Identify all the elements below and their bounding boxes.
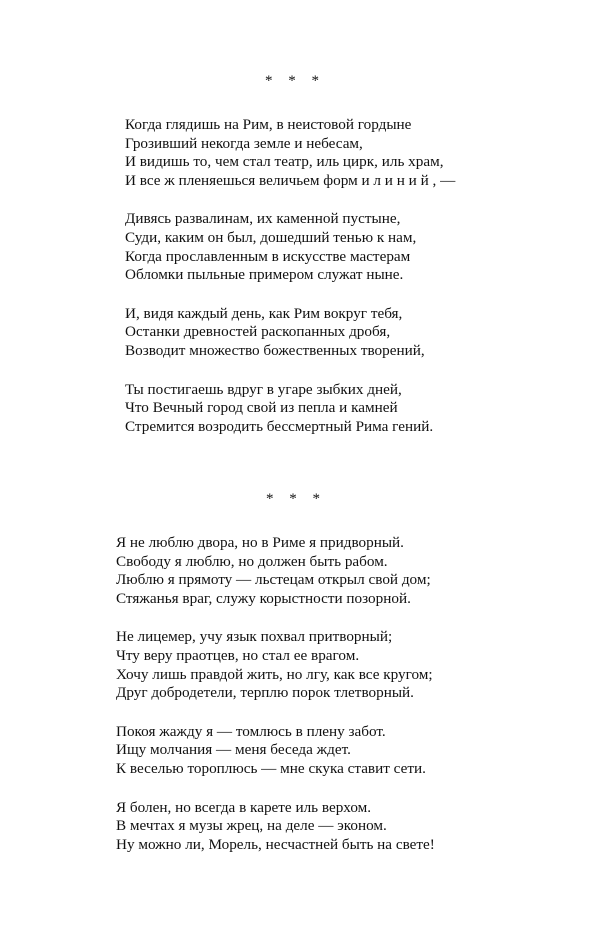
stanza bbox=[116, 628, 516, 702]
verse-line: Ищу молчания — меня беседа ждет. bbox=[116, 741, 351, 759]
stanza bbox=[125, 210, 525, 284]
verse-line: Я не люблю двора, но в Риме я придворный. bbox=[116, 534, 404, 551]
verse-line: И, видя каждый день, как Рим вокруг тебя, bbox=[125, 304, 403, 322]
verse-line: Хочу лишь правдой жить, но лгу, как все кругом; bbox=[116, 665, 433, 683]
verse-line: Чту веру праотцев, но стал ее врагом. bbox=[116, 646, 360, 664]
verse-line: К веселью тороплюсь — мне скука ставит сети. bbox=[116, 759, 426, 777]
verse-line: В мечтах я музы жрец, на деле — эконом. bbox=[116, 817, 387, 835]
stanza bbox=[116, 799, 516, 855]
verse-line: Ну можно ли, Морель, несчастней быть на свете! bbox=[116, 835, 435, 853]
verse-line: Суди, каким он был, дошедший тенью к нам, bbox=[125, 228, 417, 246]
verse-line: Дивясь развалинам, их каменной пустыне, bbox=[125, 210, 401, 228]
verse-line: Обломки пыльные примером служат ныне. bbox=[125, 266, 404, 284]
stanza bbox=[125, 381, 525, 437]
verse-line: Останки древностей раскопанных дробя, bbox=[125, 323, 391, 341]
verse-line: Ты постигаешь вдруг в угаре зыбких дней, bbox=[125, 380, 402, 398]
verse-line: И видишь то, чем стал театр, иль цирк, иль храм, bbox=[125, 153, 444, 171]
stanza bbox=[125, 116, 525, 190]
verse-line: Стяжанья враг, служу корыстности позорной. bbox=[116, 589, 411, 607]
section-separator: * * * bbox=[266, 491, 326, 507]
verse-line: Не лицемер, учу язык похвал притворный; bbox=[116, 628, 393, 646]
poem-rome bbox=[125, 70, 525, 456]
poem-court bbox=[116, 488, 516, 874]
stanza bbox=[116, 534, 516, 608]
verse-line: Друг добродетели, терплю порок тлетворный. bbox=[116, 684, 414, 702]
verse-line: Когда глядишь на Рим, в неистовой гордыне bbox=[125, 116, 412, 133]
section-separator: * * * bbox=[265, 73, 325, 89]
stanza bbox=[116, 723, 516, 779]
verse-line: Когда прославленным в искусстве мастерам bbox=[125, 247, 411, 265]
verse-line: Покоя жажду я — томлюсь в плену забот. bbox=[116, 722, 386, 740]
verse-line: Грозивший некогда земле и небесам, bbox=[125, 134, 363, 152]
verse-line: Что Вечный город свой из пепла и камней bbox=[125, 399, 398, 417]
verse-line: И все ж пленяешься величьем форм и л и н и й , — bbox=[125, 171, 456, 189]
verse-line: Возводит множество божественных творений, bbox=[125, 341, 425, 359]
stanza bbox=[125, 305, 525, 361]
verse-line: Люблю я прямоту — льстецам открыл свой дом; bbox=[116, 571, 431, 589]
verse-line: Свободу я люблю, но должен быть рабом. bbox=[116, 552, 388, 570]
verse-line: Стремится возродить бессмертный Рима гений. bbox=[125, 417, 434, 435]
verse-line: Я болен, но всегда в карете иль верхом. bbox=[116, 798, 372, 816]
